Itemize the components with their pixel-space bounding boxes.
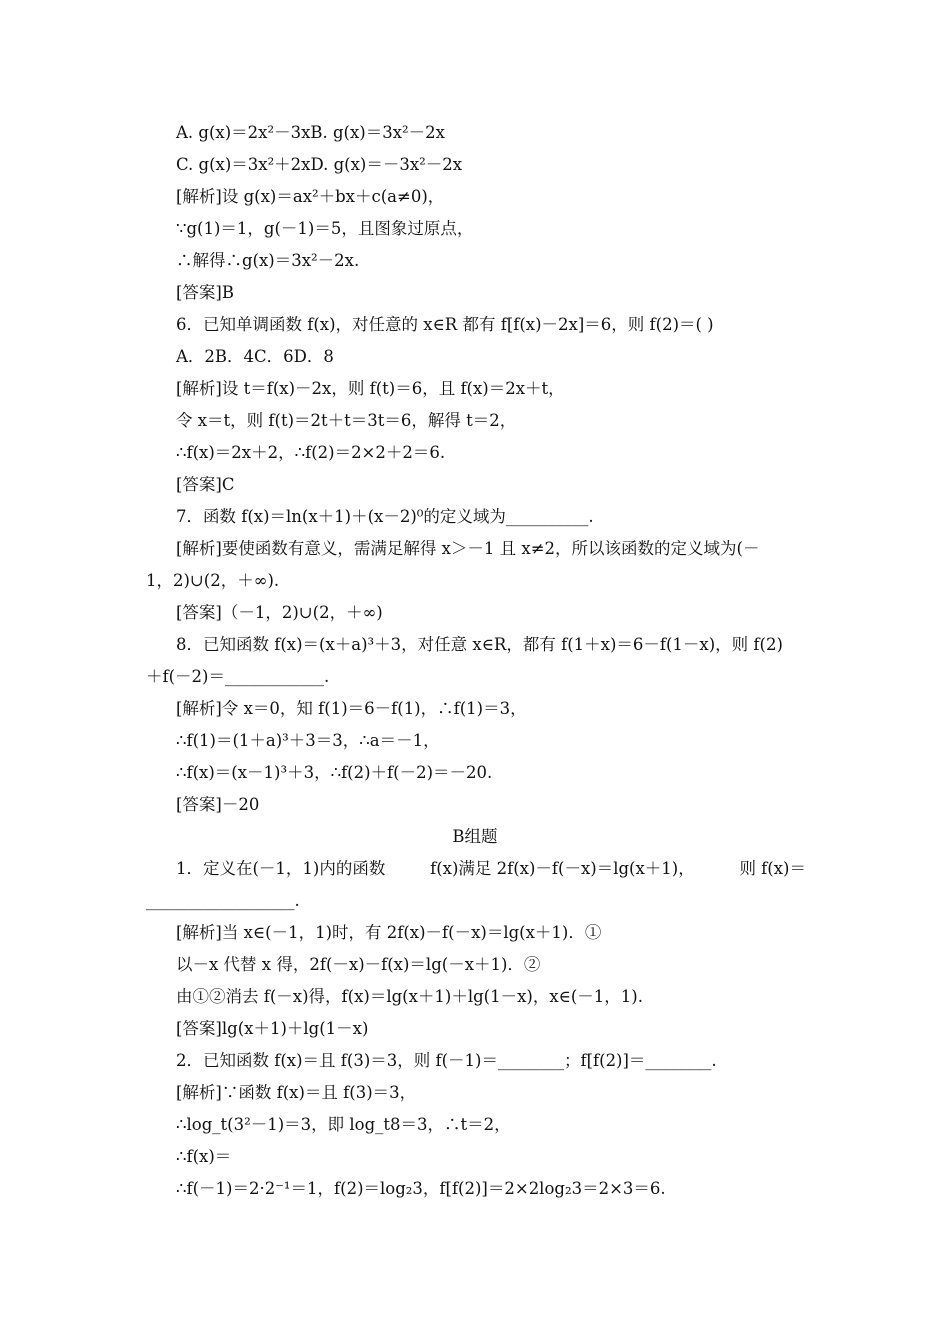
question-b2: 2．已知函数 f(x)＝且 f(3)＝3，则 f(－1)＝________；f[f(2)]＝________. <box>176 1051 717 1070</box>
option-line-cd: C. g(x)＝3x²＋2xD. g(x)＝－3x²－2x <box>176 155 463 174</box>
option-line-ab: A. g(x)＝2x²－3xB. g(x)＝3x²－2x <box>176 123 445 142</box>
analysis-line: 以－x 代替 x 得，2f(－x)－f(x)＝lg(－x＋1)．② <box>176 955 541 974</box>
answer-line: [答案]－20 <box>176 795 260 814</box>
question-b1-part: f(x)满足 2f(x)－f(－x)＝lg(x＋1)， <box>430 859 695 878</box>
options-line: A．2B．4C．6D．8 <box>176 347 334 366</box>
question-b1 <box>176 858 806 880</box>
analysis-line: [解析]设 g(x)＝ax²＋bx＋c(a≠0)， <box>176 187 445 206</box>
analysis-line: ∴f(x)＝(x－1)³＋3，∴f(2)＋f(－2)＝－20. <box>176 763 493 782</box>
answer-line: [答案]lg(x＋1)＋lg(1－x) <box>176 1019 369 1038</box>
analysis-line: ∴f(1)＝(1＋a)³＋3＝3，∴a＝－1， <box>176 731 440 750</box>
question-8: 8．已知函数 f(x)＝(x＋a)³＋3，对任意 x∈R，都有 f(1＋x)＝6－f(1－x)，则 f(2) <box>176 635 783 654</box>
analysis-line: 令 x＝t，则 f(t)＝2t＋t＝3t＝6，解得 t＝2， <box>176 411 517 430</box>
analysis-line: 由①②消去 f(－x)得，f(x)＝lg(x＋1)＋lg(1－x)，x∈(－1，1). <box>176 987 643 1006</box>
analysis-line: ∴f(－1)＝2·2⁻¹＝1，f(2)＝log₂3，f[f(2)]＝2×2log₂3＝2×3＝6. <box>176 1179 666 1198</box>
analysis-line: [解析]设 t＝f(x)－2x，则 f(t)＝6，且 f(x)＝2x＋t， <box>176 379 565 398</box>
question-7: 7．函数 f(x)＝ln(x＋1)＋(x－2)⁰的定义域为__________. <box>176 507 594 526</box>
analysis-line: [解析]令 x＝0，知 f(1)＝6－f(1)，∴f(1)＝3， <box>176 699 527 718</box>
analysis-line: ∵g(1)＝1，g(－1)＝5，且图象过原点， <box>176 219 474 238</box>
analysis-line: ∴f(x)＝2x＋2，∴f(2)＝2×2＋2＝6. <box>176 443 446 462</box>
analysis-line: [解析]当 x∈(－1，1)时，有 2f(x)－f(－x)＝lg(x＋1)．① <box>176 923 602 942</box>
analysis-continuation: 1，2)∪(2，＋∞). <box>146 571 280 590</box>
section-heading: B组题 <box>452 827 498 846</box>
analysis-line: [解析]∵函数 f(x)＝且 f(3)＝3， <box>176 1083 417 1102</box>
analysis-line: ∴log_t(3²－1)＝3，即 log_t8＝3，∴t＝2， <box>176 1115 511 1134</box>
analysis-line: [解析]要使函数有意义，需满足解得 x＞－1 且 x≠2，所以该函数的定义域为(－ <box>176 539 760 558</box>
question-b1-part: 1．定义在(－1，1)内的函数 <box>176 859 386 878</box>
analysis-line: ∴解得∴g(x)＝3x²－2x. <box>176 251 360 270</box>
answer-line: [答案]B <box>176 283 234 302</box>
question-continuation: ＋f(－2)＝____________. <box>146 667 330 686</box>
analysis-line: ∴f(x)＝ <box>176 1147 232 1166</box>
answer-line: [答案]C <box>176 475 235 494</box>
question-b1-part: 则 f(x)＝ <box>739 859 806 878</box>
question-6: 6．已知单调函数 f(x)，对任意的 x∈R 都有 f[f(x)－2x]＝6，则 f(2)＝( ) <box>176 315 714 334</box>
question-continuation: __________________. <box>146 891 300 910</box>
answer-line: [答案]（－1，2)∪(2，＋∞) <box>176 603 383 622</box>
